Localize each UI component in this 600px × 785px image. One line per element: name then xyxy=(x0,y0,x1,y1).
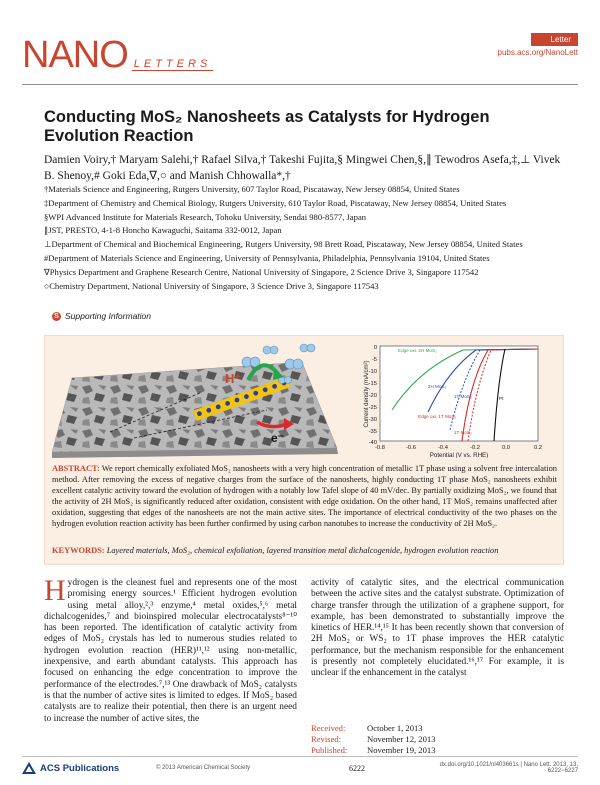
body-column-left xyxy=(44,574,297,725)
paper-title: Conducting MoS₂ Nanosheets as Catalysts for Hydrogen Evolution Reaction xyxy=(44,108,490,145)
affiliations xyxy=(44,184,574,294)
legend-entry: Edge oxi. 2H MoS₂ xyxy=(398,348,437,353)
y-tick: -10 xyxy=(368,369,377,375)
acs-publications-logo[interactable] xyxy=(22,762,142,774)
article-type-badge: Letter xyxy=(531,33,578,46)
legend-entry: 1T MoS₂ xyxy=(454,394,472,399)
date-row xyxy=(311,723,436,734)
publisher-name: ACS Publications xyxy=(40,762,120,774)
abstract xyxy=(52,464,557,529)
x-tick: 0.0 xyxy=(501,445,511,451)
doi-link[interactable]: dx.doi.org/10.1021/nl403661s | Nano Lett. 2013, 13, 6222−6227 xyxy=(439,762,578,774)
y-tick: -25 xyxy=(368,405,377,411)
footer-divider xyxy=(22,756,578,757)
legend-entry: 1T MoS₂ xyxy=(454,430,472,435)
electron-label: e⁻ xyxy=(271,431,285,445)
polarization-plot xyxy=(364,345,542,458)
y-tick: -40 xyxy=(368,440,377,446)
keywords-heading: KEYWORDS: xyxy=(52,546,105,555)
x-tick: -0.6 xyxy=(406,445,416,451)
supporting-info-label: Supporting Information xyxy=(65,311,151,321)
affiliation: ∥JST, PRESTO, 4-1-8 Honcho Kawaguchi, Saitama 332-0012, Japan xyxy=(44,225,282,236)
x-axis-label: Potential (V vs. RHE) xyxy=(429,452,489,458)
keywords-list: Layered materials, MoS₂, chemical exfoliation, layered transition metal dichalcogenide, hydrogen evolution reaction xyxy=(106,546,499,555)
publication-dates xyxy=(311,723,436,756)
y-tick: -30 xyxy=(368,417,377,423)
abstract-body: We report chemically exfoliated MoS₂ nanosheets with a very high concentration of metallic 1T phase using a solvent free intercalation method. After removing the excess of negative charges from the surface of the nanosheets, highly conducting 1T phase MoS₂ nanosheets exhibit excellent catalytic activity toward the evolution of hydrogen with a notably low Tafel slope of 40 mV/dec. By partially oxidizing MoS₂, we found that the activity of 2H MoS₂ is significantly reduced after oxidation, consistent with edge oxidation. On the other hand, 1T MoS₂ remains unaffected after oxidation, suggesting that edges of the nanosheets are not the main active sites. The importance of electrical conductivity of the two phases on the hydrogen evolution reaction activity has been further confirmed by using carbon nanotubes to increase the conductivity of 2H MoS₂. xyxy=(52,464,557,528)
author-list: Damien Voiry,† Maryam Salehi,† Rafael Silva,† Takeshi Fujita,§ Mingwei Chen,§,∥ Tewodros Asefa,‡,⊥ Vivek B. Shenoy,# Goki Eda,∇,○ and Manish Chhowalla*,† xyxy=(44,154,561,182)
journal-url-link[interactable]: pubs.acs.org/NanoLett xyxy=(497,48,578,57)
toc-graphic xyxy=(52,340,547,458)
page-number: 6222 xyxy=(349,763,365,773)
keywords xyxy=(52,546,557,557)
date-value: November 19, 2013 xyxy=(367,745,436,755)
body-text-left: ydrogen is the cleanest fuel and represents one of the most promising energy sources.¹ Efficient hydrogen evolution using metal alloy,²,³ enzyme,⁴ metal oxides,⁵,⁶ metal dichalcogenides,⁷ and bioinspired molecular electrocatalysts⁸⁻¹⁰ has been reported. The identification of catalytic activity from edges of MoS₂ crystals has led to numerous studies related to hydrogen evolution reaction (HER)¹¹,¹² using non-metallic, inexpensive, and earth abundant catalysts. This approach has focused on enhancing the edge concentration to improve the performance of the electrodes.⁷,¹³ One drawback of MoS₂ catalysts is that the number of active sites is limited to edges. If MoS₂ based catalysts are to realize their potential, then there is an urgent need to increase the number of active sites, the xyxy=(44,578,297,724)
body-text-right: activity of catalytic sites, and the electrical communication between the active sites and the catalyst substrate. Optimization of charge transfer through the utilization of a graphene support, for example, has been demonstrated to substantially improve the kinetics of HER.¹⁴,¹⁵ It has been recently shown that conversion of 2H MoS₂ or WS₂ to 1T phase improves the HER catalytic performance, but the mechanism responsible for the enhancement is presently not completely elucidated.¹⁶,¹⁷ For example, it is unclear if the enhancement in the catalyst xyxy=(311,578,564,679)
x-tick: -0.8 xyxy=(375,445,385,451)
legend-entry: Edge oxi. 1T MoS₂ xyxy=(418,414,457,419)
date-label: Revised: xyxy=(311,734,342,744)
x-tick: -0.4 xyxy=(438,445,448,451)
supporting-info-icon: S xyxy=(52,312,61,321)
h-plus-label: H⁺ xyxy=(225,371,242,386)
supporting-information-link[interactable] xyxy=(52,311,151,321)
y-tick: -15 xyxy=(368,381,377,387)
date-label: Received: xyxy=(311,723,346,733)
y-axis-label: Current density (mA/cm²) xyxy=(364,360,370,428)
legend-entry: 2H MoS₂ xyxy=(428,384,447,389)
affiliation: ⊥Department of Chemical and Biochemical Engineering, Rutgers University, 98 Brett Road, Piscataway, New Jersey 08854, United States xyxy=(44,239,523,250)
logo-main: NANO xyxy=(22,34,128,76)
page-footer xyxy=(22,758,578,778)
body-column-right xyxy=(311,578,564,680)
y-tick: -5 xyxy=(371,357,377,363)
affiliation: †Materials Science and Engineering, Rutgers University, 607 Taylor Road, Piscataway, New Jersey 08854, United States xyxy=(44,184,460,194)
affiliation: ‡Department of Chemistry and Chemical Biology, Rutgers University, 610 Taylor Road, Piscataway, New Jersey 08854, United States xyxy=(44,197,507,208)
affiliation: ∇Physics Department and Graphene Research Centre, National University of Singapore, 2 Science Drive 3, Singapore 117542 xyxy=(44,266,479,277)
nanosheet-substrate xyxy=(52,362,337,452)
affiliation: §WPI Advanced Institute for Materials Research, Tohoku University, Sendai 980-8577, Japan xyxy=(44,211,367,222)
x-tick: 0.2 xyxy=(533,445,543,451)
y-tick: 0 xyxy=(373,345,377,351)
header-divider xyxy=(22,84,578,85)
date-row xyxy=(311,734,436,745)
abstract-heading: ABSTRACT: xyxy=(52,464,100,473)
logo-sub: LETTERS xyxy=(133,58,212,70)
copyright-notice: © 2013 American Chemical Society xyxy=(156,765,251,771)
date-label: Published: xyxy=(311,745,348,755)
acs-logo-icon xyxy=(22,762,36,774)
date-row xyxy=(311,745,436,756)
x-tick: -0.2 xyxy=(470,445,480,451)
y-tick: -20 xyxy=(368,393,377,399)
affiliation: ○Chemistry Department, National University of Singapore, 3 Science Drive 3, Singapore 117543 xyxy=(44,280,379,291)
drop-cap: H xyxy=(44,574,66,607)
y-tick: -35 xyxy=(368,429,377,435)
affiliation: #Department of Materials Science and Engineering, University of Pennsylvania, Philadelphia, Pennsylvania 19104, United States xyxy=(44,252,490,263)
date-value: November 12, 2013 xyxy=(367,734,436,744)
date-value: October 1, 2013 xyxy=(367,723,423,733)
curve-label-pt: Pt xyxy=(499,396,504,401)
journal-logo xyxy=(22,34,213,77)
